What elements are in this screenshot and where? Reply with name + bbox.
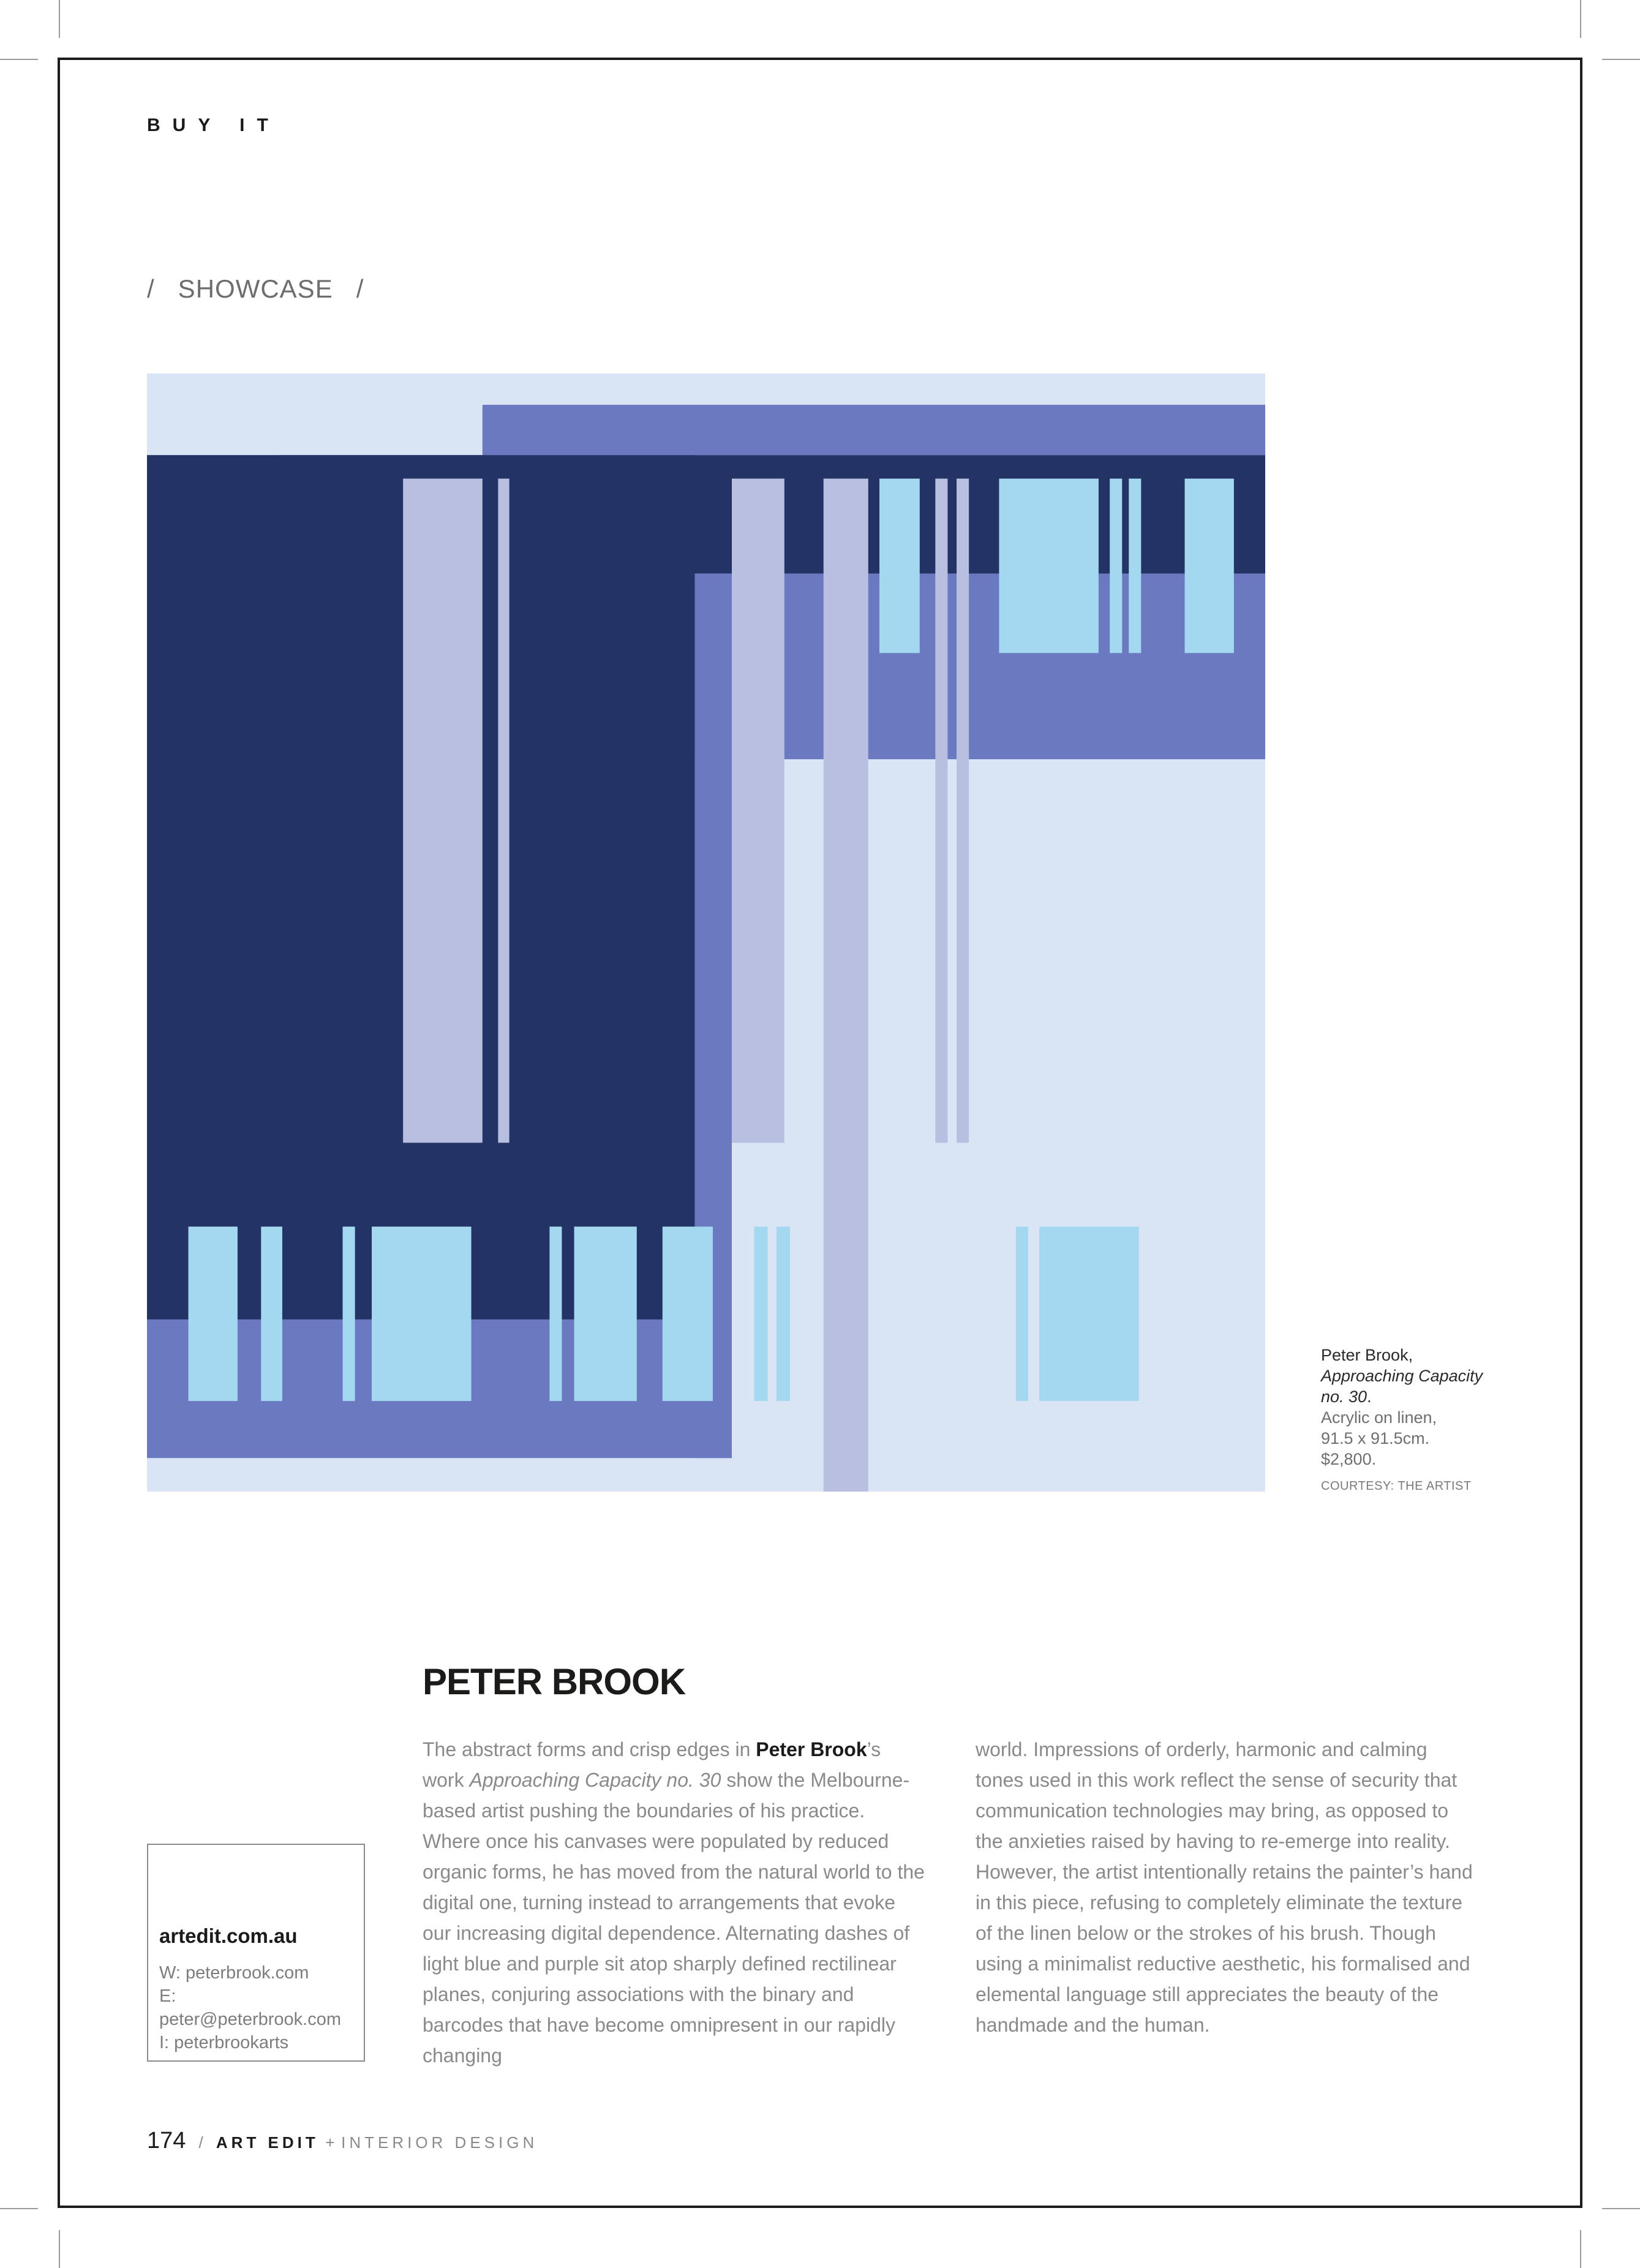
artwork-block: [1129, 479, 1141, 653]
caption-credit: COURTESY: THE ARTIST: [1321, 1479, 1472, 1493]
artwork-title: Approaching Capacity no. 30: [469, 1769, 721, 1791]
artwork-block: [663, 1226, 713, 1401]
artwork-caption: [1321, 1345, 1505, 1496]
crop-mark: [59, 2230, 60, 2268]
crop-mark: [1580, 2230, 1581, 2268]
artwork-block: [343, 1226, 355, 1401]
artist-name: Peter Brook: [756, 1738, 867, 1760]
artwork-block: [1039, 1226, 1139, 1401]
artwork-block: [1016, 1226, 1028, 1401]
article-headline: PETER BROOK: [423, 1661, 686, 1702]
crop-mark: [0, 59, 38, 60]
caption-title-end: .: [1367, 1387, 1372, 1406]
artwork-bar: [957, 479, 969, 1143]
caption-artist: Peter Brook,: [1321, 1346, 1413, 1364]
artwork-block: [1185, 479, 1234, 653]
caption-title: Approaching Capacity no. 30: [1321, 1367, 1483, 1406]
infobox-email-link[interactable]: E: peter@peterbrook.com: [159, 1986, 342, 2029]
article-column-2: world. Impressions of orderly, harmonic and calming tones used in this work reflect the sense of security that communication technologies may bring, as opposed to the anxieties raised by having to re-emerge into reality. However, the artist intentionally retains the painter’s hand in this piece, refusing to completely eliminate the texture of the linen below or the strokes of his brush. Though using a minimalist reductive aesthetic, his formalised and elemental language still appreciates the beauty of the handmade and the human.: [976, 1738, 1473, 2036]
crop-mark: [0, 2208, 38, 2209]
article-column-1: [423, 1734, 925, 2071]
page-number: 174: [147, 2128, 186, 2153]
crop-mark: [1602, 2208, 1640, 2209]
infobox-website-link[interactable]: W: peterbrook.com: [159, 1963, 309, 1983]
artwork-image: [147, 374, 1265, 1492]
article-text: The abstract forms and crisp edges in: [423, 1738, 756, 1760]
page-footer: [147, 2128, 538, 2154]
crop-mark: [59, 0, 60, 38]
caption-price: $2,800.: [1321, 1450, 1377, 1468]
footer-slash: /: [198, 2133, 203, 2152]
artwork-bar: [403, 479, 483, 1143]
article-text: show the Melbourne-based artist pushing the boundaries of his practice. Where once his canvases were populated by reduced organic forms, he has moved from the natural world to the digital one, turning instead to arrangements that evoke our increasing digital dependence. Alternating dashes of light blue and purple sit atop sharply defined rectilinear planes, conjuring associations with the binary and barcodes that have become omnipresent in our rapidly changing: [423, 1769, 925, 2067]
infobox-site-link[interactable]: artedit.com.au: [159, 1924, 298, 1947]
artwork-block: [261, 1226, 282, 1401]
artwork-block: [372, 1226, 472, 1401]
caption-title-line: [1321, 1365, 1505, 1407]
artwork-bar: [824, 479, 868, 1492]
artwork-block: [574, 1226, 637, 1401]
artwork-block: [754, 1226, 768, 1401]
footer-subbrand: INTERIOR DESIGN: [341, 2133, 538, 2152]
section-kicker: / SHOWCASE /: [147, 274, 364, 303]
artwork-bar: [498, 479, 509, 1143]
artwork-block: [549, 1226, 562, 1401]
caption-medium: Acrylic on linen,: [1321, 1408, 1437, 1427]
artwork-bar: [732, 479, 784, 1143]
artwork-plane-top-right: [483, 405, 1265, 455]
artwork-bar: [935, 479, 947, 1143]
article-text: ’s work: [423, 1738, 881, 1791]
infobox-instagram-link[interactable]: I: peterbrookarts: [159, 2033, 289, 2052]
footer-plus: +: [325, 2133, 335, 2152]
artwork-block: [999, 479, 1099, 653]
artwork-block: [879, 479, 920, 653]
infobox-details: [159, 1961, 361, 2054]
artwork-block: [777, 1226, 790, 1401]
artwork-plane-pale-inset: [732, 759, 1265, 1492]
crop-mark: [1602, 59, 1640, 60]
crop-mark: [1580, 0, 1581, 38]
section-label: BUY IT: [147, 115, 280, 135]
footer-brand: ART EDIT: [216, 2133, 319, 2152]
contact-infobox: [147, 1844, 365, 2062]
artwork-block: [1110, 479, 1122, 653]
caption-size: 91.5 x 91.5cm.: [1321, 1429, 1430, 1448]
artwork-block: [189, 1226, 238, 1401]
